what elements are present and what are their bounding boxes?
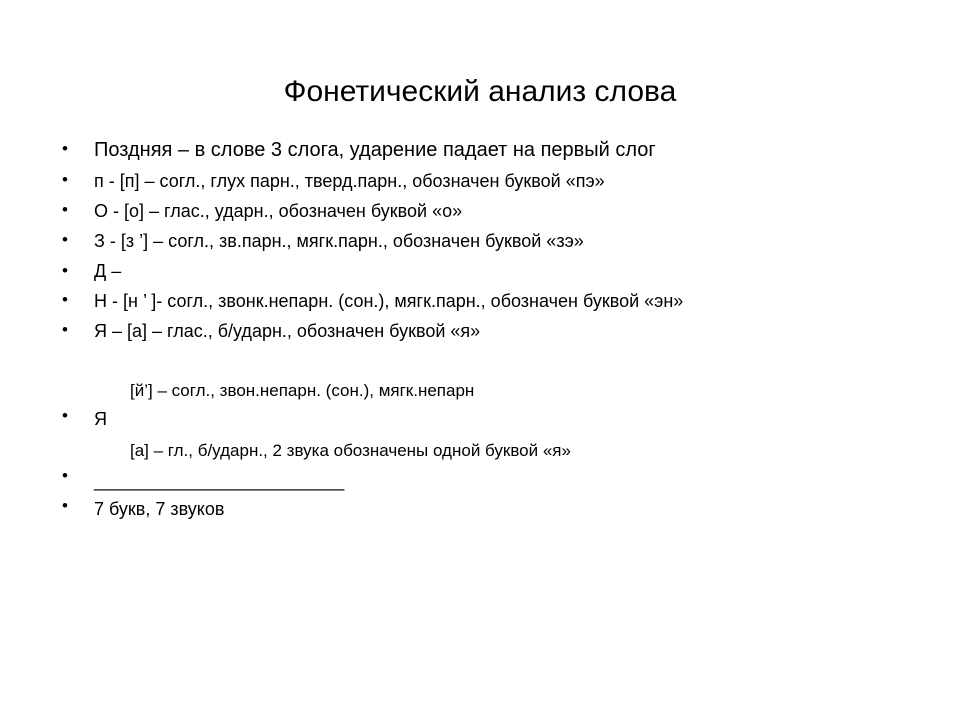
bullet-4: • (62, 230, 68, 249)
line-letter-n: Н - [н ’ ]- согл., звонк.непарн. (сон.), мягк.парн., обозначен буквой «эн» (94, 291, 684, 311)
line-letter-z: З - [з ’] – согл., зв.парн., мягк.парн., обозначен буквой «зэ» (94, 231, 584, 251)
bullet-2: • (62, 170, 68, 189)
bullet-5: • (62, 261, 68, 280)
bullet-7: • (62, 320, 68, 339)
bullet-3: • (62, 200, 68, 219)
line-summary: 7 букв, 7 звуков (94, 499, 225, 519)
line-word-syllables: Поздняя – в слове 3 слога, ударение падает на первый слог (94, 139, 656, 161)
line-letter-p: п - [п] – согл., глух парн., тверд.парн., обозначен буквой «пэ» (94, 171, 605, 191)
line-divider: _________________________ (94, 471, 345, 491)
line-sound-j: [й’] – согл., звон.непарн. (сон.), мягк.непарн (130, 381, 475, 400)
slide-title: Фонетический анализ слова (283, 75, 677, 108)
line-sound-a: [а] – гл., б/ударн., 2 звука обозначены одной буквой «я» (130, 441, 571, 460)
bullet-8: • (62, 406, 68, 425)
line-letter-d: Д – (94, 261, 122, 281)
bullet-9: • (62, 466, 68, 485)
line-letter-ya: Я – [а] – глас., б/ударн., обозначен буквой «я» (94, 321, 481, 341)
bullet-10: • (62, 496, 68, 515)
line-letter-o: О - [о] – глас., ударн., обозначен буквой «о» (94, 201, 463, 221)
line-letter-ya-2: Я (94, 409, 107, 429)
bullet-1: • (62, 139, 68, 158)
bullet-6: • (62, 290, 68, 309)
